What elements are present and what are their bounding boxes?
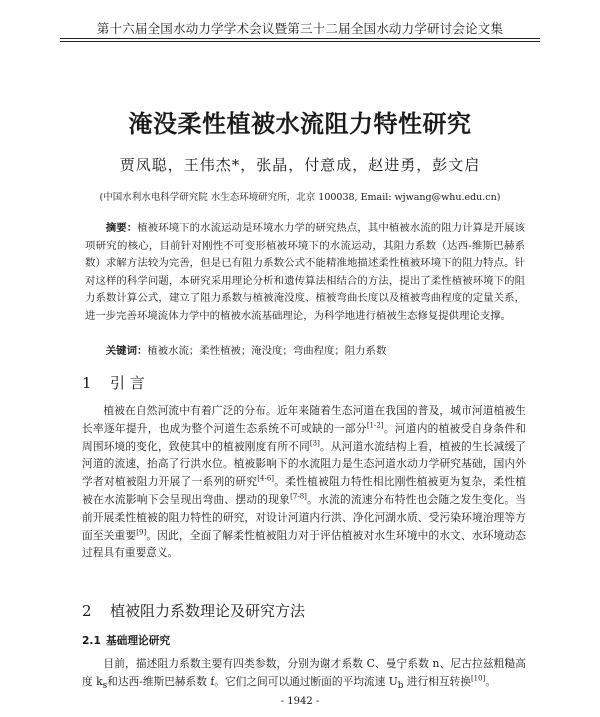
section-heading-intro: [82, 372, 145, 393]
subscript: b: [397, 680, 404, 691]
section-number: 1: [82, 374, 92, 392]
paper-title: 淹没柔性植被水流阻力特性研究: [128, 110, 472, 138]
section-title: 植被阻力系数理论及研究方法: [110, 602, 306, 620]
header-rule-bottom: [60, 41, 540, 42]
intro-paragraph: [82, 402, 526, 562]
citation: [3]: [309, 439, 320, 448]
intro-text: 。从河道水流结构上看，植被的生长减缓了河道的流速，抬高了行洪水位。植被影响下的水流阻力是生态河道水动力学研究基础，国内外学者对植被阻力开展了一系列的研究: [82, 439, 526, 489]
body-text: 目前，描述阻力系数主要有四类参数，分别为谢才系数 C、曼宁系数 n、尼古拉兹粗糙高度 k: [82, 657, 526, 688]
abstract-text: 植被环境下的水流运动是环境水力学的研究热点，其中植被水流的阻力计算是开展该项研究的核心，目前针对刚性不可变形植被环境下的水流运动，其阻力系数（达西-维斯巴赫系数）求解方法较为完善，但是已有阻力系数公式不能精准地描述柔性植被环境下的阻力特点。针对这样的科学问题，本研究采用理论分析和遗传算法相结合的方法，提出了柔性植被环境下的阻力系数计算公式，建立了阻力系数与植被淹没度、植被弯曲长度以及植被弯曲程度的定量关系，进一步完善环境流体力学中的植被水流基础理论，为科学地进行植被生态修复提供理论支撑。: [85, 222, 526, 322]
header-rule-top: [60, 38, 540, 39]
running-header: 第十六届全国水动力学学术会议暨第三十二届全国水动力学研讨会论文集: [96, 21, 504, 36]
subsection-heading: [82, 633, 170, 648]
abstract-label: 摘要：: [105, 222, 138, 234]
body-paragraph: [82, 655, 526, 696]
section-title: 引 言: [110, 374, 145, 392]
keywords: [85, 343, 525, 360]
citation: [4-6]: [257, 474, 275, 483]
body-text: 进行相互转换: [403, 674, 471, 688]
page-number: - 1942 -: [280, 696, 320, 707]
section-number: 2: [82, 602, 92, 620]
author-list: 贾凤聪，王伟杰*，张晶，付意成，赵进勇，彭文启: [119, 156, 481, 174]
citation: [1-2]: [366, 421, 384, 430]
keywords-label: 关键词：: [105, 345, 148, 357]
citation: [7-8]: [290, 492, 307, 501]
body-text: 。: [485, 674, 497, 688]
section-heading-methods: [82, 600, 305, 621]
affiliation: (中国水利水电科学研究院 水生态环境研究所，北京 100038, Email: wjwang@whu.edu.cn): [99, 192, 501, 203]
subsection-title: 基础理论研究: [105, 634, 171, 647]
abstract: [85, 220, 525, 326]
body-text: 和达西-维斯巴赫系数 f。它们之间可以通过断面的平均流速 U: [107, 674, 398, 688]
keywords-text: 植被水流；柔性植被；淹没度；弯曲程度；阻力系数: [147, 345, 387, 357]
intro-text: 植被在自然河流中有着广泛的分布。近年来随着生态河道在我国的普及，城市河道植被生长率逐年提升，也成为整个河道生态系统不可或缺的一部分: [82, 404, 526, 435]
intro-text: 。柔性植被阻力特性相比刚性植被更为复杂，柔性植被在水流影响下会呈现出弯曲、摆动的现象: [82, 475, 526, 506]
subsection-number: 2.1: [82, 634, 101, 647]
intro-text: 。因此，全面了解柔性植被阻力对于评估植被对水生环境中的水文、水环境动态过程具有重要意义。: [82, 528, 526, 560]
citation: [10]: [470, 674, 486, 683]
intro-text: 。水流的流速分布特性也会随之发生变化。当前开展柔性植被的阻力特性的研究，对设计河道内行洪、净化河湖水质、受污染环境治理等方面至关重要: [82, 492, 526, 542]
citation: [9]: [136, 528, 147, 537]
subscript: s: [102, 680, 108, 691]
intro-text: 。河道内的植被受自身条件和周围环境的变化，致使其中的植被刚度有所不同: [82, 421, 526, 453]
